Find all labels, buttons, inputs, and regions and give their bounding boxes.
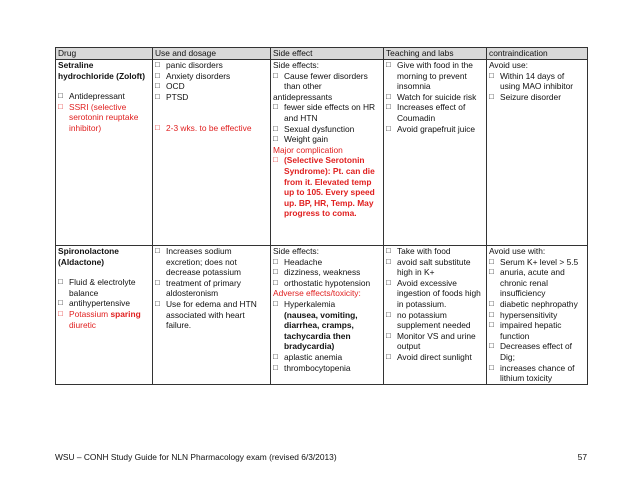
contraindication-list bbox=[489, 71, 585, 103]
header-side-effect: Side effect bbox=[271, 48, 384, 60]
side-effects-title: Side effects: bbox=[273, 246, 319, 256]
page-number: 57 bbox=[577, 452, 587, 462]
contraindication-list bbox=[489, 257, 585, 384]
side-effects-title: Side effects: bbox=[273, 60, 319, 70]
list-item: □ PTSD bbox=[155, 92, 268, 103]
list-item: □ 2-3 wks. to be effective bbox=[155, 123, 268, 134]
list-item: □ diabetic nephropathy bbox=[489, 299, 585, 310]
contraindication-title: Avoid use with: bbox=[489, 246, 546, 256]
list-item: □ Sexual dysfunction bbox=[273, 124, 381, 135]
drug-class-list bbox=[58, 91, 150, 133]
dosage-list bbox=[155, 123, 268, 134]
list-item: □ Anxiety disorders bbox=[155, 71, 268, 82]
list-item: □ fewer side effects on HR and HTN bbox=[273, 102, 381, 123]
drug-class-text: diuretic bbox=[69, 319, 96, 330]
drug-table bbox=[55, 47, 588, 385]
uses-list bbox=[155, 246, 268, 331]
list-item: □ thrombocytopenia bbox=[273, 363, 381, 374]
list-item: □ Use for edema and HTN associated with heart failure. bbox=[155, 299, 268, 331]
side-effect-cell bbox=[271, 60, 384, 246]
list-item: □ (Selective Serotonin Syndrome): Pt. can die from it. Elevated temp up to 105. Every speed up. BP, HR, Temp. May progress to coma. bbox=[273, 155, 381, 219]
contraindication-title: Avoid use: bbox=[489, 60, 528, 70]
list-item: □ panic disorders bbox=[155, 60, 268, 71]
list-item: □ Within 14 days of using MAO inhibitor bbox=[489, 71, 585, 92]
list-item: □ dizziness, weakness bbox=[273, 267, 381, 278]
footer-text: WSU – CONH Study Guide for NLN Pharmacology exam (revised 6/3/2013) bbox=[55, 452, 337, 462]
list-item: □ Monitor VS and urine output bbox=[386, 331, 484, 352]
teaching-labs-cell bbox=[384, 246, 487, 385]
list-item: □ anuria, acute and chronic renal insufficiency bbox=[489, 267, 585, 299]
adverse-effects-list bbox=[273, 299, 381, 373]
side-effects-list bbox=[273, 102, 381, 144]
list-item: □ Avoid excessive ingestion of foods high in potassium. bbox=[386, 278, 484, 310]
list-item: □ Cause fewer disorders than other bbox=[273, 71, 381, 92]
list-item: □ antihypertensive bbox=[58, 298, 150, 309]
list-item: □ impaired hepatic function bbox=[489, 320, 585, 341]
table-header-row bbox=[56, 48, 588, 60]
table-row bbox=[56, 60, 588, 246]
drug-cell bbox=[56, 246, 153, 385]
list-item bbox=[58, 309, 150, 330]
drug-cell bbox=[56, 60, 153, 246]
list-item: □ Increases sodium excretion; does not decrease potassium bbox=[155, 246, 268, 278]
list-item: □ Watch for suicide risk bbox=[386, 92, 484, 103]
hyperkalemia-detail: (nausea, vomiting, diarrhea, cramps, tachycardia then bradycardia) bbox=[284, 309, 358, 352]
list-item: □ Seizure disorder bbox=[489, 92, 585, 103]
header-teaching-and-labs: Teaching and labs bbox=[384, 48, 487, 60]
list-item: □ avoid salt substitute high in K+ bbox=[386, 257, 484, 278]
list-item: □ orthostatic hypotension bbox=[273, 278, 381, 289]
list-item: □ Fluid & electrolyte balance bbox=[58, 277, 150, 298]
teaching-list bbox=[386, 60, 484, 134]
hyperkalemia-label: □ Hyperkalemia bbox=[284, 298, 336, 309]
side-effects-list bbox=[273, 257, 381, 289]
list-item: □ treatment of primary aldosteronism bbox=[155, 278, 268, 299]
list-item: □ hypersensitivity bbox=[489, 310, 585, 321]
list-item bbox=[273, 299, 381, 352]
contraindication-cell bbox=[487, 246, 588, 385]
adverse-effects-label: Adverse effects/toxicity: bbox=[273, 288, 361, 299]
list-item: □ Increases effect of Coumadin bbox=[386, 102, 484, 123]
drug-class-list bbox=[58, 277, 150, 330]
uses-list bbox=[155, 60, 268, 102]
drug-name: Setraline hydrochloride (Zoloft) bbox=[58, 60, 145, 81]
side-effect-cell bbox=[271, 246, 384, 385]
list-item: □ Take with food bbox=[386, 246, 484, 257]
side-effects-list bbox=[273, 71, 381, 92]
list-item: □ Avoid grapefruit juice bbox=[386, 124, 484, 135]
list-item: □ aplastic anemia bbox=[273, 352, 381, 363]
major-complication-list bbox=[273, 155, 381, 219]
list-item: □ Avoid direct sunlight bbox=[386, 352, 484, 363]
drug-class-text: Potassium bbox=[69, 308, 111, 319]
drug-name: Spironolactone (Aldactone) bbox=[58, 246, 119, 267]
side-effects-text: antidepressants bbox=[273, 91, 333, 102]
drug-class-emphasis: sparing bbox=[110, 308, 141, 319]
list-item: □ Weight gain bbox=[273, 134, 381, 145]
header-drug: Drug bbox=[56, 48, 153, 60]
list-item: □ OCD bbox=[155, 81, 268, 92]
list-item: □ no potassium supplement needed bbox=[386, 310, 484, 331]
list-item: □ Serum K+ level > 5.5 bbox=[489, 257, 585, 268]
list-item: □ Give with food in the morning to prevent insomnia bbox=[386, 60, 484, 92]
teaching-list bbox=[386, 246, 484, 363]
header-contraindication: contraindication bbox=[487, 48, 588, 60]
list-item: □ Decreases effect of Dig; bbox=[489, 341, 585, 362]
teaching-labs-cell bbox=[384, 60, 487, 246]
list-item: □ increases chance of lithium toxicity bbox=[489, 363, 585, 384]
major-complication-label: Major complication bbox=[273, 144, 343, 155]
list-item: □ Headache bbox=[273, 257, 381, 268]
page-footer bbox=[55, 452, 587, 462]
list-item: □ Antidepressant bbox=[58, 91, 150, 102]
table-row bbox=[56, 246, 588, 385]
contraindication-cell bbox=[487, 60, 588, 246]
header-use-and-dosage: Use and dosage bbox=[153, 48, 271, 60]
list-item: □ SSRI (selective serotonin reuptake inhibitor) bbox=[58, 102, 150, 134]
use-dosage-cell bbox=[153, 60, 271, 246]
use-dosage-cell bbox=[153, 246, 271, 385]
